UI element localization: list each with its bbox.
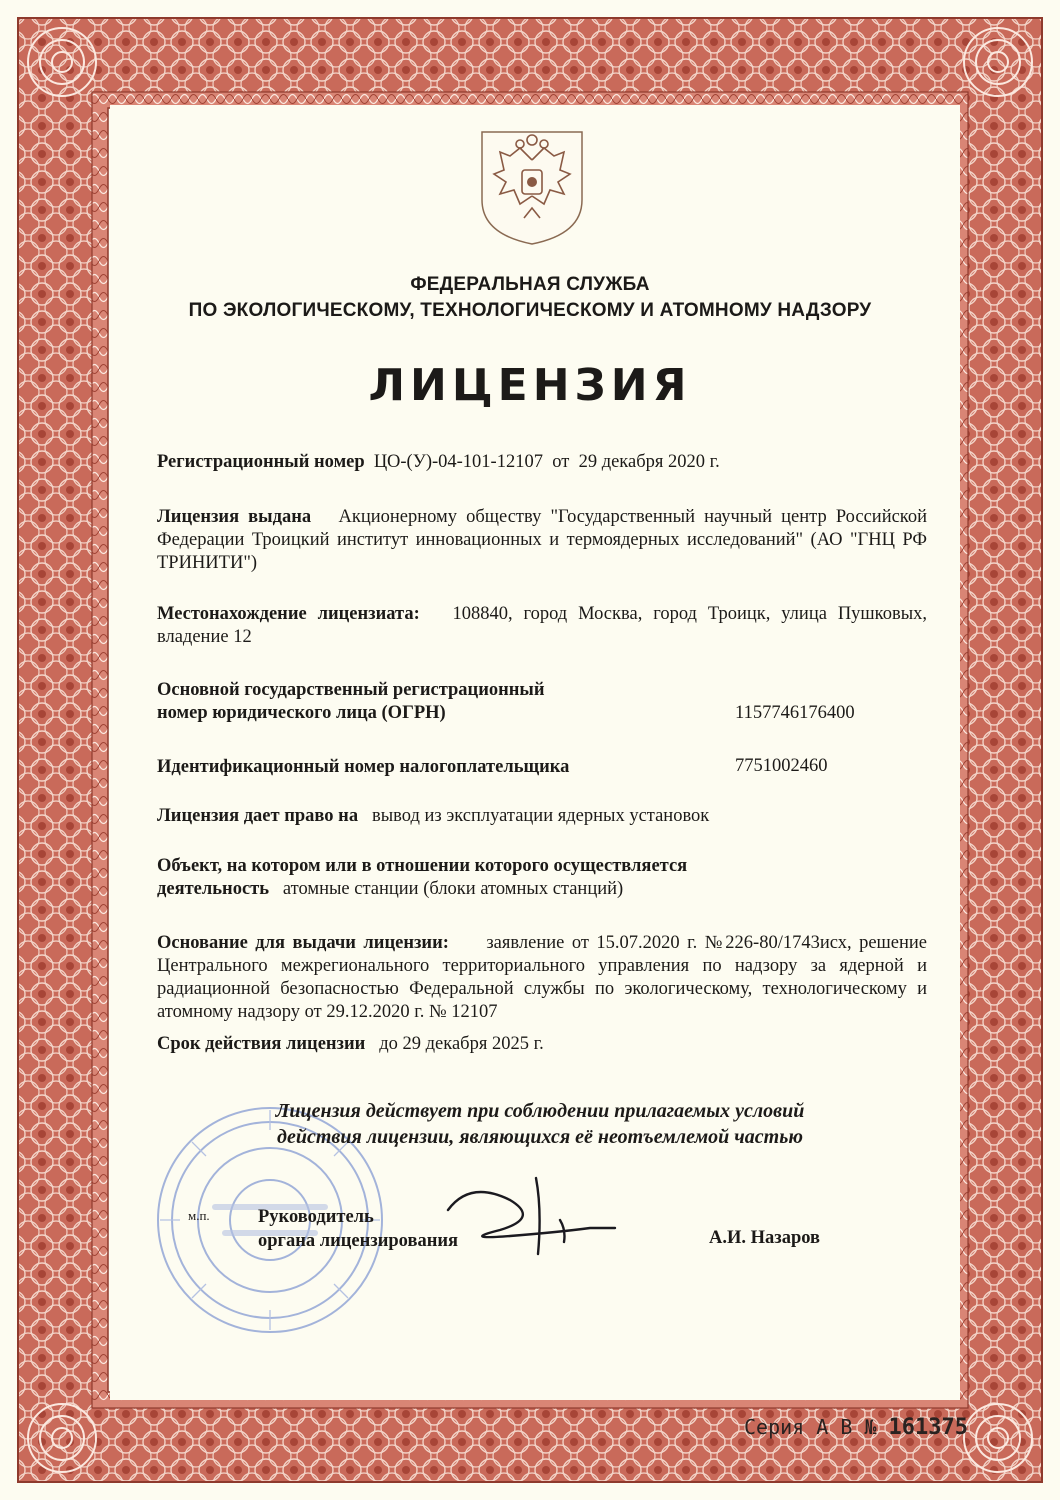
head-title — [258, 1205, 458, 1253]
agency-name — [100, 272, 960, 324]
signature-icon — [440, 1170, 620, 1260]
basis-field — [157, 932, 927, 1024]
series-prefix: Серия — [744, 1415, 805, 1439]
registration-number: ЦО-(У)-04-101-12107 — [373, 452, 543, 472]
registration-row — [157, 451, 720, 474]
validity-row — [157, 1033, 544, 1056]
right-label: Лицензия дает право на — [157, 806, 359, 826]
inn-label: Идентификационный номер налогоплательщика — [157, 757, 570, 777]
series-letters: А В — [816, 1415, 853, 1439]
issued-to-label: Лицензия выдана — [157, 507, 312, 527]
stamp-place-label: м.п. — [188, 1208, 210, 1223]
document-title: ЛИЦЕНЗИЯ — [368, 360, 692, 411]
right-row — [157, 805, 709, 828]
validity-label: Срок действия лицензии — [157, 1034, 366, 1054]
inn-value: 7751002460 — [735, 756, 828, 776]
validity-notice — [160, 1098, 920, 1150]
coat-of-arms-icon — [480, 130, 584, 246]
agency-line-2: ПО ЭКОЛОГИЧЕСКОМУ, ТЕХНОЛОГИЧЕСКОМУ И АТОМНОМУ НАДЗОРУ — [188, 300, 872, 321]
object-label-line-1: Объект, на котором или в отношении которого осуществляется — [157, 856, 688, 876]
head-line-1: Руководитель — [258, 1207, 374, 1227]
location-value: 108840, город Москва, город Троицк, улица Пушковых, владение 12 — [157, 604, 928, 647]
right-value: вывод из эксплуатации ядерных установок — [371, 806, 710, 826]
registration-date: 29 декабря 2020 г. — [578, 452, 720, 472]
ogrn-label-line-1: Основной государственный регистрационный — [157, 680, 545, 700]
issued-to-field — [157, 506, 927, 575]
series-num-sign: № — [864, 1415, 877, 1439]
issued-to-value: Акционерному обществу "Государственный научный центр Российской Федерации Троицкий институт инновационных и термоядерных исследований" (АО "ГНЦ РФ ТРИНИТИ") — [157, 507, 928, 573]
registration-label: Регистрационный номер — [157, 452, 365, 472]
head-line-2: органа лицензирования — [258, 1231, 459, 1251]
series-digits: 161375 — [888, 1415, 969, 1440]
ogrn-label — [157, 679, 545, 725]
signatory-name: А.И. Назаров — [709, 1228, 821, 1248]
location-label: Местонахождение лицензиата: — [157, 604, 420, 624]
series-number — [744, 1415, 968, 1440]
notice-line-1: Лицензия действует при соблюдении прилагаемых условий — [275, 1100, 805, 1122]
ogrn-value: 1157746176400 — [735, 703, 855, 723]
validity-value: до 29 декабря 2025 г. — [379, 1034, 544, 1054]
agency-line-1: ФЕДЕРАЛЬНАЯ СЛУЖБА — [410, 274, 650, 295]
object-row — [157, 855, 937, 901]
basis-label: Основание для выдачи лицензии: — [157, 933, 449, 953]
notice-line-2: действия лицензии, являющихся её неотъемлемой частью — [277, 1126, 803, 1148]
basis-value: заявление от 15.07.2020 г. №226-80/1743исх, решение Центрального межрегионального территориального управления по надзору за ядерной и радиационной безопасностью Федеральной службы по экологическому, технологическому и атомному надзору от 29.12.2020 г. № 12107 — [157, 933, 927, 1022]
registration-from: от — [552, 452, 570, 472]
object-label-line-2: деятельность — [157, 879, 270, 899]
location-field — [157, 603, 927, 649]
ogrn-label-line-2: номер юридического лица (ОГРН) — [157, 703, 446, 723]
object-value: атомные станции (блоки атомных станций) — [282, 879, 624, 899]
